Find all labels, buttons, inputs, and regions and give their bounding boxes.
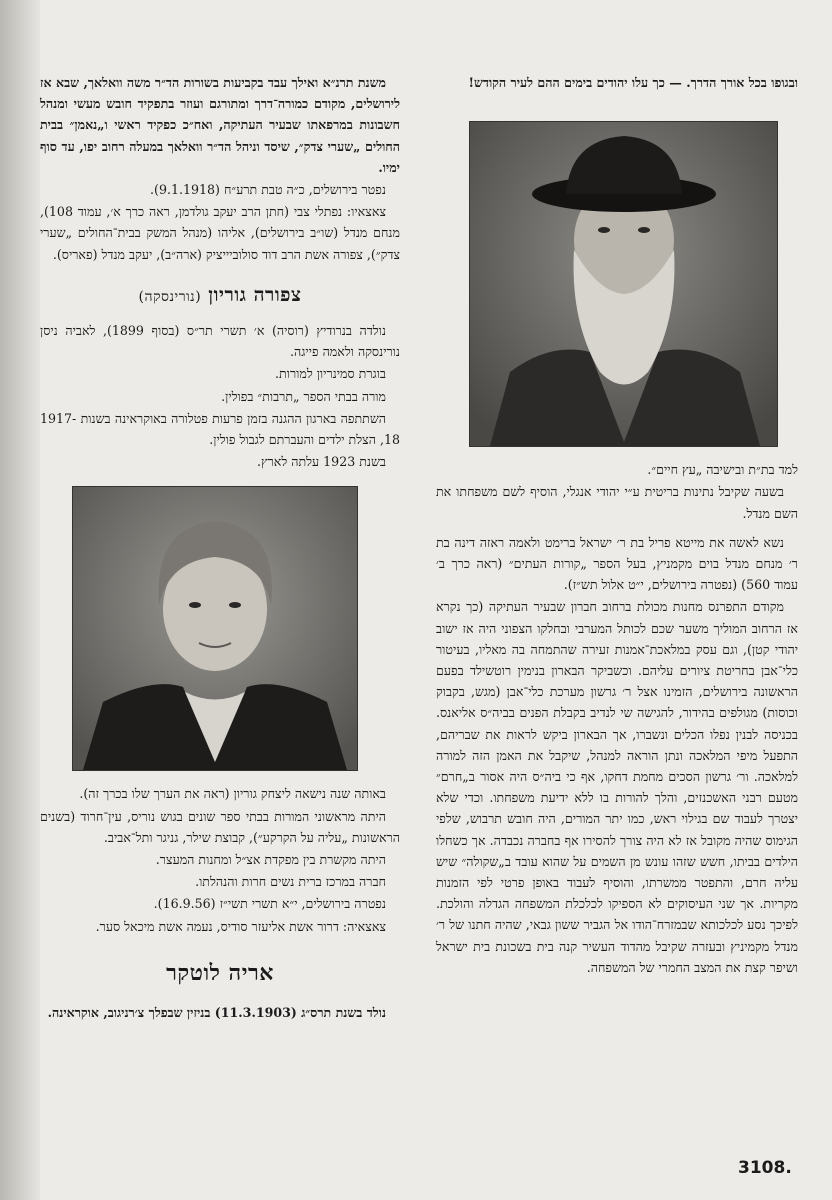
paragraph: חברה במרכז ברית נשים חרות והנהלתו. [195,874,386,890]
paragraph: מורה בבתי הספר „תרבות״ בפולין. [221,388,386,404]
paragraph: השתתפה בארגון ההגנה בזמן פרעות פטלורה באוקראינה בשנות 1917-18, הצלת ילדים והעברתם לגבול פולין. [40,410,400,448]
portrait-photo-woman [72,486,358,771]
paragraph: נשא לאשה את מייטא פריל בת ר׳ ישראל ברימט ולאמה ראזה דינה בת ר׳ מנחם מנדל בוים מקמניץ, בעל הספר „קורות העתים״ (ראה כרך ב׳ עמוד 560) (נפטרה בירושלים, י״ט אלול תש״ז). [436,534,798,593]
photo-caption: למד בת״ת ובישיבה „עץ חיים״. [647,462,798,478]
book-gutter [0,0,40,1200]
paragraph: משנת תרנ״א ואילך עבד בקביעות בשורות הד״ר משה וואלאך, שבא אז לירושלים, מקודם כמורה־דרך ומתורגם ועוזר בתפקיד חובש מעשי ומנהל חשבונות במרפאתו שבעיר העתיקה, ואח״כ כפקיד ראשי ו„נאמן״ בבית החולים „שערי צדק״, שיסד וניהל הד״ר וואלאך במעלה רחוב יפו, עד סוף ימיו. [40,75,400,175]
page-number: 3108. [738,1158,792,1178]
right-column [436,72,798,979]
maiden-name: (נורינסקה) [138,288,202,305]
paragraph: נפטרה בירושלים, י״א תשרי תשי״ז (16.9.56). [153,896,386,912]
entry-heading-tzipora-gurion [40,285,400,308]
paragraph: מקודם התפרנס מחנות מכולת ברחוב חברון שבעיר העתיקה (כך נקרא אז הרחוב המוליך משער שכם לכותל המערבי ובחלקו הצפוני היה אז ישוב יהודי קטן), וגם עסק במלאכת־אמנות זעירה שהתמחה בה מאליו, בעיטור כלי־אבן בחריטת ציורים עליהם. וכשביקר הבארון בנימין רוטשילד בפעם הראשונה בירושלים, הזמינו אצל ר׳ גרשון מערכת כלי־אבן (מגש, בקבוק וכוסות) מגולפים בהידור, להגישה שי לנדיב בקבלת הפנים בביה״ס אליאנס. בכניסה לבנין נפלו הכלים ונשברו, אך הבארון ביקש לראות את שבריהם, התפעל מיפי המלאכה ונתן הוראה למנהל, שיקבל את האמן הזה למורה למלאכה. ור׳ גרשון הסכים מחמת דחקו, אף כי ביה״ס היה אסור ב„חרם״ מטעם רבני האשכנזים, והלך להורות בו ללא ידיעת משפחתו. וכדי שלא יצטרך לעבוד שם בגילוי ראש, כמו יתר המורים, היה חובש תרבוש, שלפי הגימוס שהיה מקובל אז לא היה צורך להסירו אף בחברה נכבדה. אך כשחלו הילדים בביתו, חשש שזהו עונש מן השמים על שהוא עובד ב„שקולה״ שיש עליה חרם, והתפטר ממשרתו, והוסיף לעבוד באופן פרטי לפי הזמנות מקריות. אך שני העיסוקים לא הספיקו לכלכלת המשפחה הגדלה והולכת. לפיכך נסע לכלכותא שבמזרח־הודו אל הגביר ששון גבאי, שהיה חתנו של ר׳ מנדל מקמיניץ ובעזרה שקיבל מהדוד העשיר קנה בית בשכונת בית ישראל ושיפר קצת את המצב החמרי של המשפחה. [436,599,798,975]
paragraph: היתה מקשרת בין מפקדת אצ״ל ומחנות המעצר. [155,852,386,868]
paragraph: בשעה שקיבל נתינות בריטית ע״י יהודי אנגלי, הוסיף לשם משפחתו את השם מנדל. [436,484,798,521]
paragraph: בוגרת סמינריון למורות. [275,366,386,382]
paragraph: בשנת 1923 עלתה לארץ. [257,454,386,470]
paragraph: באותה שנה נישאה ליצחק גוריון (ראה את הערך שלו בכרך זה). [79,786,386,802]
portrait-illustration [73,487,357,770]
intro-text: ובגופו בכל אורך הדרך. — כך עלו יהודים בימים ההם לעיר הקודש! [468,75,798,90]
portrait-illustration [470,122,777,446]
entry-name: צפורה גוריון [208,283,302,306]
portrait-photo-bearded-man [469,121,778,447]
paragraph: נפטר בירושלים, כ״ה טבת תרע״ח (9.1.1918). [150,182,386,198]
paragraph: נולדה בנרודיץ (רוסיה) א׳ תשרי תר״ס (בסוף 1899), לאביה ניסן נורינסקה ולאמה פייגה. [40,323,400,360]
descendants-paragraph: צאצאיה: דרור אשת אליעזר סודיס, נעמה אשת מיכאל סער. [95,918,386,934]
entry-name: אריה לוטקר [166,959,274,986]
entry-heading-arie-lutker [40,959,400,986]
descendants-paragraph: צאצאיו: נפתלי צבי (חתן הרב יעקב גולדמן, ראה כרך א׳, עמוד 108), מנחם מנדל (שו״ב בירושלים), אליהו (מנהל המשק בבית־החולים „שערי צדק״), צפורה אשת הרב דוד סולוביייציק (ארה״ב), יעקב מנדל (פאריס). [40,204,400,262]
left-column [40,72,400,1024]
paragraph: היתה מראשוני המורות בבתי ספר שונים בגוש נוריס, עין־חרוד (בשנים הראשונות „עליה על הקרקע״), קבוצת שילר, גניגר ותל־אביב. [40,808,400,845]
paragraph: נולד בשנת תרס״ג (11.3.1903) בניזין שבפלך צ׳רניגוב, אוקראינה. [47,1005,386,1021]
